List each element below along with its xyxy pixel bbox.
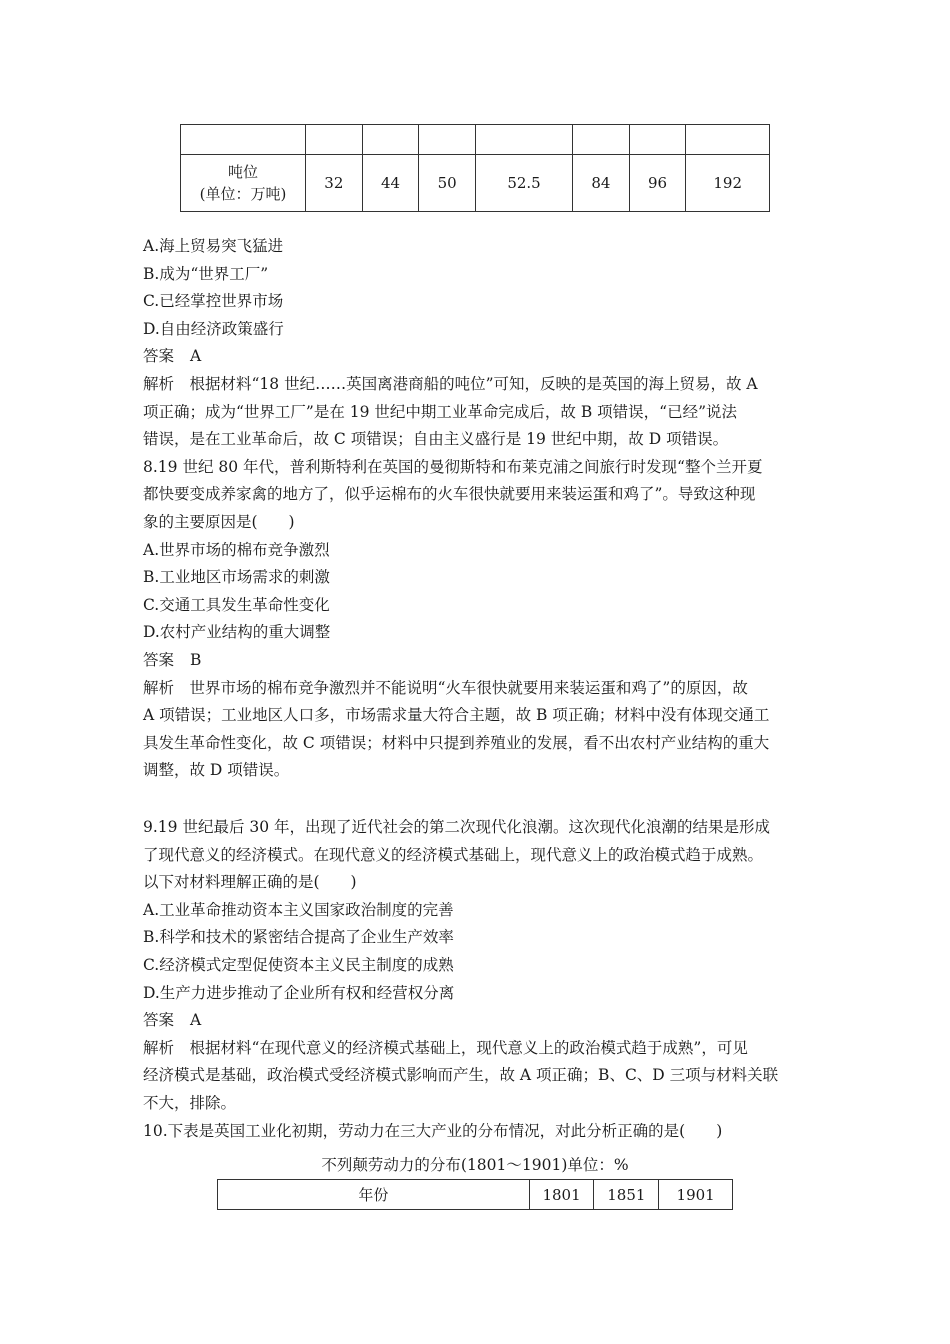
table-header-cell: 年份	[218, 1180, 530, 1210]
option-b: B.成为“世界工厂”	[143, 264, 269, 283]
row-label-cell	[181, 155, 306, 212]
table-cell	[306, 125, 363, 155]
table-cell: 32	[306, 155, 363, 212]
labor-distribution-table	[217, 1179, 733, 1210]
answer-label: 答案	[143, 347, 175, 366]
ship-tonnage-table	[180, 124, 770, 212]
question-stem-line: 都快要变成养家禽的地方了，似乎运棉布的火车很快就要用来装运蛋和鸡了”。导致这种现	[143, 485, 756, 504]
answer-value: A	[190, 347, 202, 366]
table-cell	[686, 125, 770, 155]
table-header-row	[218, 1180, 733, 1210]
row-label-line1: 吨位	[227, 163, 258, 181]
analysis-line: 解析 根据材料“在现代意义的经济模式基础上，现代意义上的政治模式趋于成熟”，可见	[143, 1038, 748, 1057]
answer-line	[143, 1007, 823, 1035]
option-b: B.工业地区市场需求的刺激	[143, 568, 330, 587]
table-header-cell: 1801	[529, 1180, 594, 1210]
table-cell: 44	[362, 155, 419, 212]
answer-line	[143, 343, 823, 371]
table-cell	[362, 125, 419, 155]
answer-label: 答案	[143, 650, 175, 669]
option-a: A.世界市场的棉布竞争激烈	[143, 540, 330, 559]
analysis-line: 经济模式是基础，政治模式受经济模式影响而产生，故 A 项正确；B、C、D 三项与材料关联	[143, 1066, 779, 1085]
table-cell	[419, 125, 476, 155]
question-7-block	[143, 233, 823, 785]
question-stem-line: 8.19 世纪 80 年代，普利斯特利在英国的曼彻斯特和布莱克浦之间旅行时发现“整个兰开夏	[143, 457, 763, 476]
table-cell: 50	[419, 155, 476, 212]
table-cell	[573, 125, 630, 155]
analysis-line: 具发生革命性变化，故 C 项错误；材料中只提到养殖业的发展，看不出农村产业结构的重大	[143, 733, 770, 752]
table-cell	[476, 125, 573, 155]
analysis-line: 调整，故 D 项错误。	[143, 761, 290, 780]
analysis-line: 解析 世界市场的棉布竞争激烈并不能说明“火车很快就要用来装运蛋和鸡了”的原因，故	[143, 678, 748, 697]
question-stem-line: 9.19 世纪最后 30 年，出现了近代社会的第二次现代化浪潮。这次现代化浪潮的结果是形成	[143, 818, 771, 836]
question-stem-line: 以下对材料理解正确的是( )	[143, 873, 357, 892]
answer-label: 答案	[143, 1011, 175, 1030]
table-cell	[629, 125, 686, 155]
analysis-line: 错误，是在工业革命后，故 C 项错误；自由主义盛行是 19 世纪中期，故 D 项错误。	[143, 430, 729, 449]
option-a: A.海上贸易突飞猛进	[143, 237, 284, 255]
option-d: D.农村产业结构的重大调整	[143, 623, 331, 642]
table-caption: 不列颠劳动力的分布(1801～1901)单位：%	[321, 1156, 629, 1174]
analysis-line: 不大，排除。	[143, 1093, 237, 1112]
analysis-line: A 项错误；工业地区人口多，市场需求量大符合主题，故 B 项正确；材料中没有体现交通工	[143, 706, 770, 725]
analysis-line: 解析 根据材料“18 世纪……英国离港商船的吨位”可知，反映的是英国的海上贸易，故 A	[143, 374, 758, 393]
option-b: B.科学和技术的紧密结合提高了企业生产效率	[143, 928, 454, 947]
option-d: D.生产力进步推动了企业所有权和经营权分离	[143, 983, 455, 1002]
table-row	[181, 125, 770, 155]
question-stem-line: 了现代意义的经济模式。在现代意义的经济模式基础上，现代意义上的政治模式趋于成熟。	[143, 845, 764, 864]
table-cell: 52.5	[476, 155, 573, 212]
question-stem-line: 10.下表是英国工业化初期，劳动力在三大产业的分布情况，对此分析正确的是( )	[143, 1121, 723, 1140]
option-c: C.交通工具发生革命性变化	[143, 595, 330, 614]
table-cell: 192	[686, 155, 770, 212]
answer-value: B	[190, 650, 202, 669]
table-cell: 96	[629, 155, 686, 212]
analysis-line: 项正确；成为“世界工厂”是在 19 世纪中期工业革命完成后，故 B 项错误，“已经”说法	[143, 402, 738, 421]
table-header-cell: 1851	[594, 1180, 659, 1210]
table-row	[181, 155, 770, 212]
answer-line	[143, 647, 823, 675]
question-9-block	[143, 814, 823, 1145]
option-c: C.已经掌控世界市场	[143, 292, 284, 311]
table-cell	[181, 125, 306, 155]
option-d: D.自由经济政策盛行	[143, 319, 284, 338]
table-cell: 84	[573, 155, 630, 212]
option-a: A.工业革命推动资本主义国家政治制度的完善	[143, 900, 454, 919]
option-c: C.经济模式定型促使资本主义民主制度的成熟	[143, 955, 454, 974]
table-header-cell: 1901	[659, 1180, 733, 1210]
question-stem-line: 象的主要原因是( )	[143, 512, 295, 531]
answer-value: A	[190, 1011, 202, 1030]
row-label-line2: (单位：万吨)	[199, 185, 287, 203]
